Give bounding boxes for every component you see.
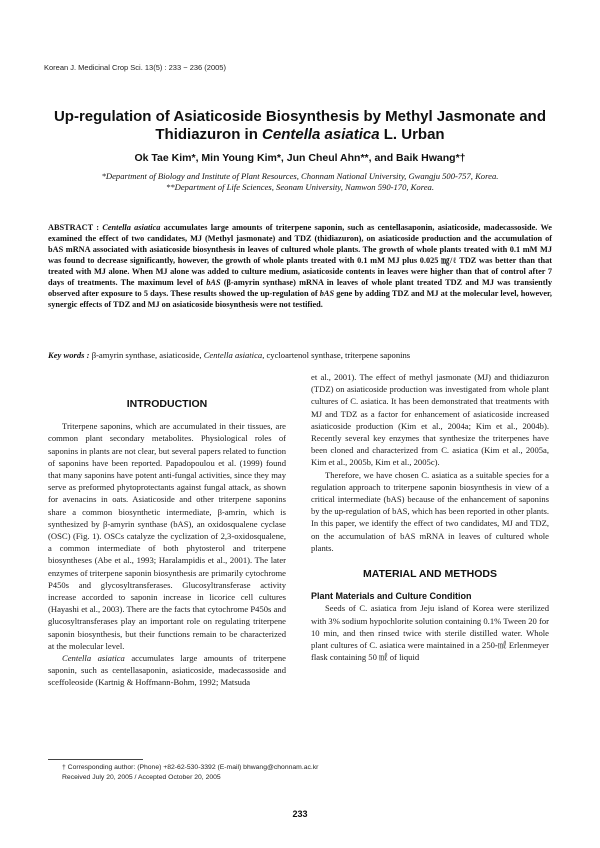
- title-line-2-pre: Thidiazuron in: [155, 126, 263, 143]
- affiliation-2: **Department of Life Sciences, Seonam University, Namwon 590-170, Korea.: [166, 182, 434, 192]
- title-line-2-post: L. Urban: [379, 126, 445, 143]
- abstract: [48, 222, 552, 310]
- intro-paragraph-3: et al., 2001). The effect of methyl jasmonate (MJ) and thidiazuron (TDZ) on asiaticoside production was investigated from whole plant cultures of C. asiatica. It has been demonstrated that treatments with MJ and TDZ as a factor for enhancement of asiaticoside increased asiaticoside production (Kim et al., 2004a; Kim et al., 2004b). Recently several key enzymes that synthesize the triterpenes have been cloned and characterized from C. asiatica (Kim et al., 2005a, Kim et al., 2005b, Kim et al., 2005c).: [311, 372, 549, 468]
- footnote-divider: [48, 759, 143, 760]
- corresponding-author: † Corresponding author: (Phone) +82-62-530-3392 (E-mail) bhwang@chonnam.ac.kr: [62, 764, 319, 771]
- methods-subheading: Plant Materials and Culture Condition: [311, 591, 472, 602]
- abstract-bas-1: bAS: [206, 278, 221, 287]
- abstract-text-2: (β-amyrin synthase) mRNA in leaves of whole plant treated TDZ and MJ was transiently observed after exposure to 5 days. These results showed the up-regulation of: [48, 278, 552, 298]
- keywords-text-2: , cycloartenol synthase, triterpene saponins: [262, 350, 411, 360]
- title-species: Centella asiatica: [262, 126, 380, 143]
- keywords: [48, 350, 552, 360]
- abstract-bas-2: bAS: [319, 289, 335, 298]
- intro-paragraph-2: [48, 652, 286, 689]
- intro-p2-species: Centella asiatica: [62, 653, 125, 664]
- left-column: [48, 398, 286, 689]
- received-dates: Received July 20, 2005 / Accepted October 20, 2005: [62, 774, 221, 781]
- abstract-text-1: accumulates large amounts of triterpene saponin, such as centellasaponin, asiaticoside, madecassoside. We examined the effect of two candidates, MJ (Methyl jasmonate) and TDZ (thidiazuron), on asiaticoside production and the accumulation of bAS mRNA associated with asiaticoside biosynthesis in leaves of cultured whole plants. The growth of whole plants treated with 0.1 mM MJ was found to decrease significantly, however, the growth of whole plants treated with 0.1 mM MJ plus 0.025 ㎎/ℓ TDZ was better than that treated with MJ alone. When MJ alone was added to culture medium, asiaticoside contents in leaves were higher than that of control after 7 days of treatments. The maximum level of: [48, 223, 552, 287]
- title-line-1: Up-regulation of Asiaticoside Biosynthesis by Methyl Jasmonate and: [53, 108, 547, 125]
- page-number: 233: [292, 809, 308, 819]
- abstract-species: Centella asiatica: [102, 223, 161, 232]
- keywords-label: Key words :: [48, 350, 90, 360]
- intro-paragraph-4: Therefore, we have chosen C. asiatica as a suitable species for a regulation approach to triterpene saponin biosynthesis in view of a critical intermediate (bAS) because of the enhancement of saponins by the up-regulation of bAS, which has been reported in other plants. In this paper, we identify the effect of two candidates, MJ and TDZ, on the accumulation of bAS mRNA in leaves of cultured whole plants.: [311, 469, 549, 553]
- keywords-species: Centella asiatica: [203, 350, 263, 360]
- title-line-2: [50, 126, 550, 144]
- author-list: Ok Tae Kim*, Min Young Kim*, Jun Cheul Ahn**, and Baik Hwang*†: [134, 152, 466, 164]
- methods-heading: MATERIAL AND METHODS: [363, 568, 497, 581]
- intro-p2-text: accumulates large amounts of triterpene saponin, such as centellasaponin, asiaticoside, madecassoside and sceffoleoside (Kartnig & Hoffmann-Bohm, 1992; Matsuda: [48, 653, 286, 688]
- introduction-heading: INTRODUCTION: [126, 398, 208, 410]
- affiliation-1: *Department of Biology and Institute of Plant Resources, Chonnam National University, Gwangju 500-757, Korea.: [101, 171, 499, 181]
- intro-paragraph-1: Triterpene saponins, which are accumulated in their tissues, are common plant secondary metabolites. Physiological roles of saponins in plants are not clear, but several papers related to function of saponins have been reported. Papadopoulou et al. (1999) found that many saponins have potent anti-fungal activities, since they may serve as preformed phytoprotectants against fungal attack, as shown for avenacins in oats. Asiaticoside and other triterpene saponins share a common biosynthetic intermediate, β-amrin, which is synthesized by β-amyrin synthase (bAS), an oxidosqualene cyclase (OSC) (Fig. 1). OSCs catalyze the cyclization of 2,3-oxidosqualene, a common intermediate of both phytosterol and triterpene biosyntheses (Abe et al., 1993; Haralampidis et al., 2001). The later enzymes of triterpene saponin biosynthesis are primarily cytochrome P450s and glycosyltransferases. Glucosyltransferase activity increase accorded to saponin increase in licorice cell cultures (Hayashi et al., 2003). There are the facts that cytochrome P450s and glucosyltransferases play an important role on regulating triterpene saponin biosynthesis, but their functions remain to be characterized at the molecular level.: [48, 421, 286, 651]
- journal-citation: Korean J. Medicinal Crop Sci. 13(5) : 233 − 236 (2005): [44, 63, 226, 72]
- abstract-text-3: gene by adding TDZ and MJ at the molecular level, however, synergic effects of TDZ and MJ on asiaticoside biosynthesis were not testified.: [48, 289, 552, 309]
- right-column: [311, 371, 549, 663]
- keywords-text-1: β-amyrin synthase, asiaticoside,: [89, 350, 204, 360]
- paper-title: [50, 108, 550, 144]
- abstract-label: ABSTRACT :: [48, 223, 103, 232]
- methods-paragraph-1: Seeds of C. asiatica from Jeju island of Korea were sterilized with 3% sodium hypochlorite solution containing 0.1% Tween 20 for 10 min, and then rinsed twice with sterile distilled water. Whole plant cultures of C. asiatica were maintained in a 250-㎖ Erlenmeyer flask containing 50 ㎖ of liquid: [311, 603, 549, 663]
